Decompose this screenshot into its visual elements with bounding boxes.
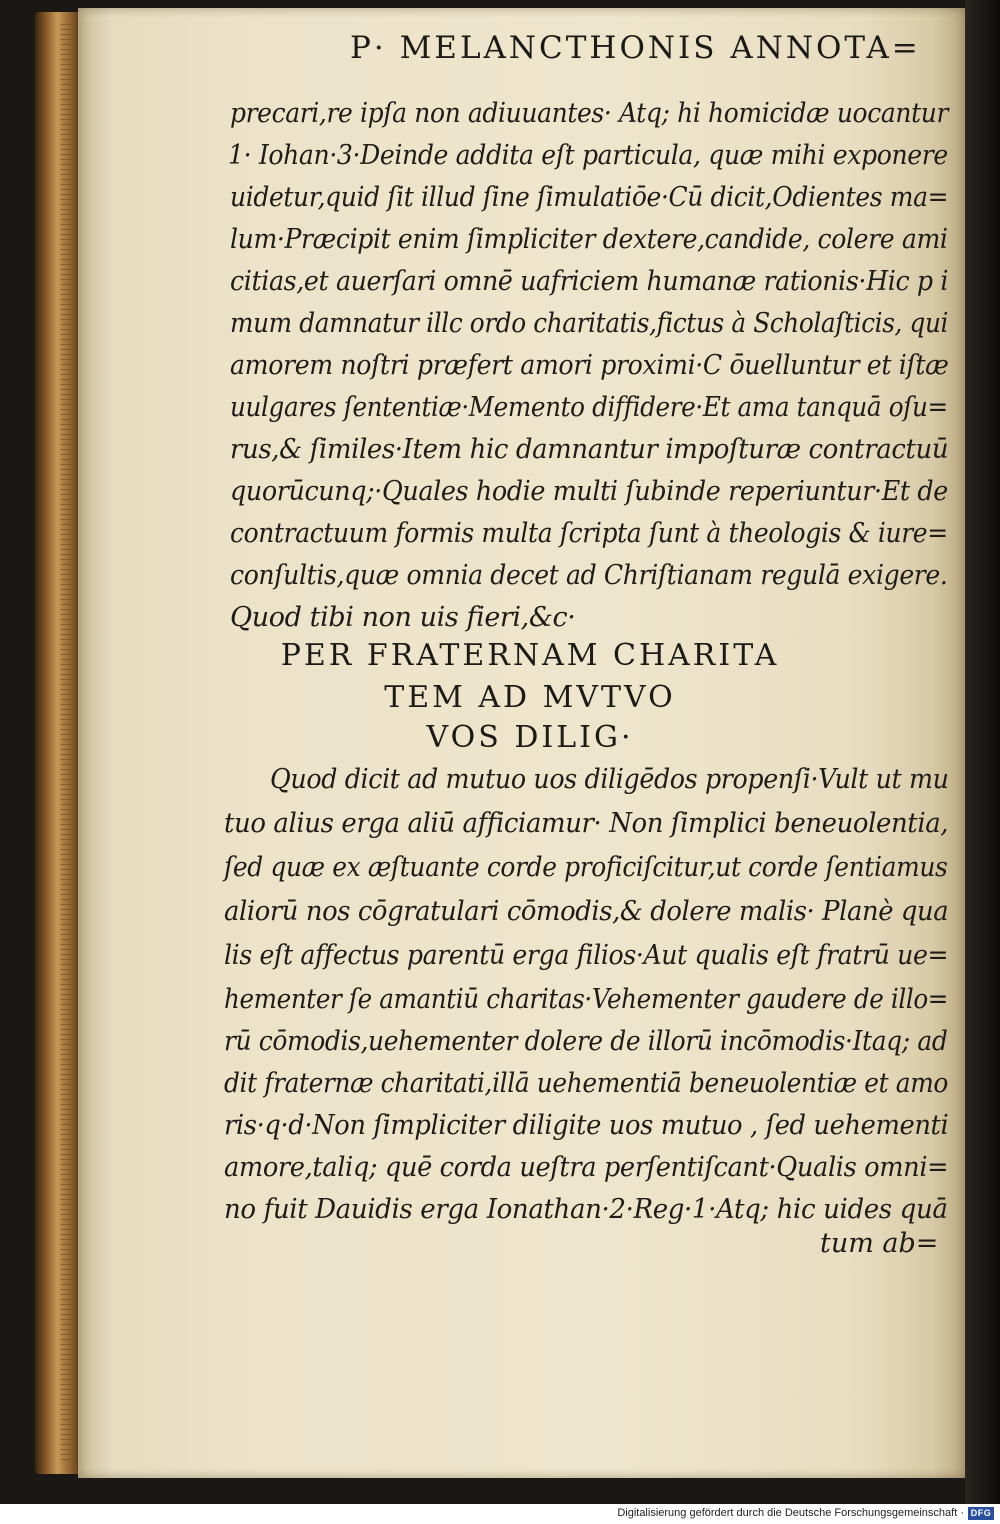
text-line: precari,re ipſa non adiuuantes· Atq; hi homicidæ uocantur [230,98,949,129]
text-line: amore,taliq; quē corda ueſtra perſentiſcant·Qualis omni= [224,1152,949,1183]
text-line: rū cōmodis,uehementer dolere de illorū incōmodis·Itaq; ad [224,1026,948,1057]
dfg-logo-icon: DFG [968,1507,994,1520]
section-heading-line: VOS DILIG· [426,720,634,755]
footer-bar [0,1504,1000,1524]
text-line: lis eſt affectus parentū erga filios·Aut qualis eſt fratrū ue= [224,940,949,971]
text-line: amorem noſtri præfert amori proximi·C ōuelluntur et iſtæ [230,350,949,381]
text-line: Quod dicit ad mutuo uos diligēdos propenſi·Vult ut mu [270,764,949,795]
text-line: ris·q·d·Non ſimpliciter diligite uos mutuo , ſed uehementi [224,1110,949,1141]
text-line: uulgares ſententiæ·Memento diffidere·Et ama tanquā oſu= [230,392,948,423]
text-line: Quod tibi non uis fieri,&c· [230,602,576,633]
text-line: tuo alius erga aliū afficiamur· Non ſimplici beneuolentia, [224,808,949,839]
text-line: hementer ſe amantiū charitas·Vehementer gaudere de illo= [224,984,949,1015]
scan-shadow [965,0,1000,1504]
text-line: uidetur,quid ſit illud ſine ſimulatiōe·Cū dicit,Odientes ma= [230,182,949,213]
section-heading-line: PER FRATERNAM CHARITA [280,638,780,673]
text-line: conſultis,quæ omnia decet ad Chriſtianam regulā exigere. [230,560,948,591]
text-line: ſed quæ ex æſtuante corde proficiſcitur,ut corde ſentiamus [224,852,948,883]
book-page [78,8,968,1478]
text-line: aliorū nos cōgratulari cōmodis,& dolere malis· Planè qua [224,896,949,927]
text-line: mum damnatur illc ordo charitatis,fictus à Scholaſticis, qui [230,308,949,339]
text-line: contractuum formis multa ſcripta ſunt à theologis & iure= [230,518,948,549]
catchword: tum ab= [820,1228,939,1259]
text-line: dit fraternæ charitati,illā uehementiā beneuolentiæ et amo [224,1068,948,1099]
text-line: no fuit Dauidis erga Ionathan·2·Reg·1·Atq; hic uides quā [224,1194,948,1225]
text-line: lum·Præcipit enim ſimpliciter dextere,candide, colere ami [230,224,948,255]
text-line: rus,& ſimiles·Item hic damnantur impoſturæ contractuū [230,434,949,465]
section-heading-line: TEM AD MVTVO [384,680,676,715]
running-head: P· MELANCTHONIS ANNOTA= [350,30,921,66]
text-line: citias,et auerſari omnē uafriciem humanæ rationis·Hic p i [230,266,949,297]
text-line: 1· Iohan·3·Deinde addita eſt particula, quæ mihi exponere [228,140,948,171]
footer-credit: Digitalisierung gefördert durch die Deutsche Forschungsgemeinschaft · [617,1507,964,1519]
book-edge-texture [60,20,70,1460]
book-fore-edge [35,12,80,1474]
text-line: quorūcunq;·Quales hodie multi ſubinde reperiuntur·Et de [230,476,948,507]
